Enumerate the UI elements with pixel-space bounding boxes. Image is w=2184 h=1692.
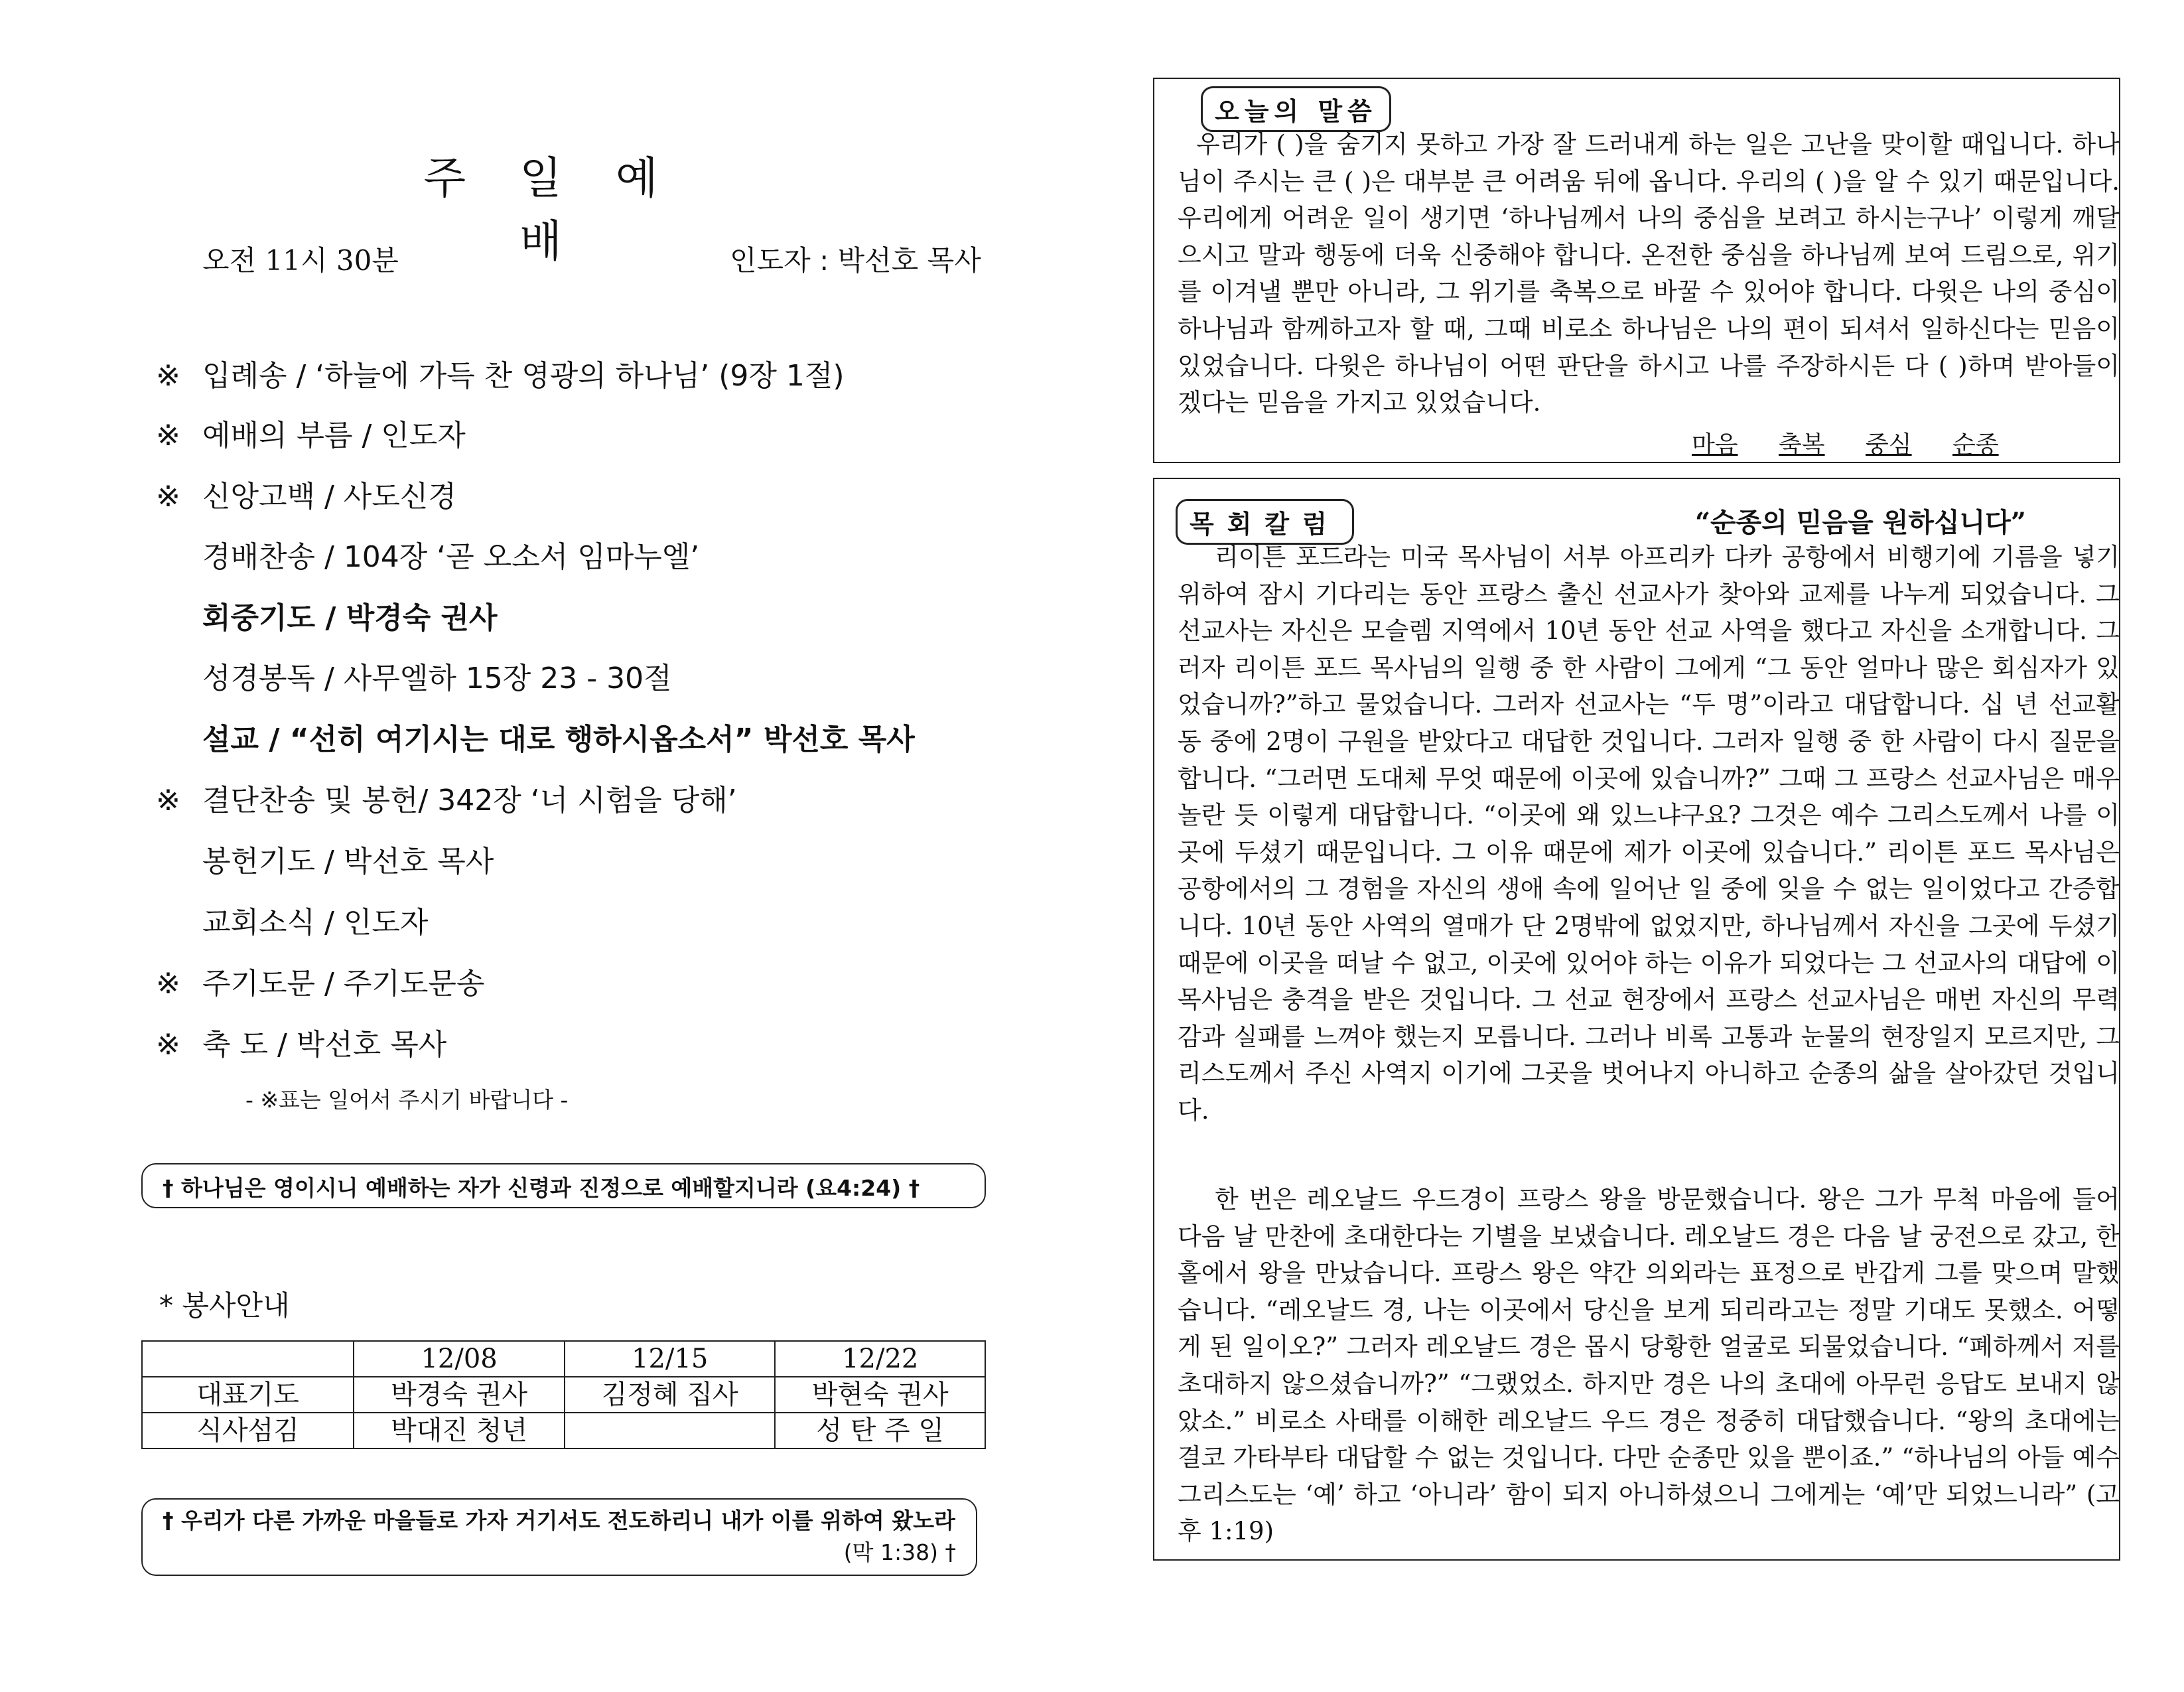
service-time: 오전 11시 30분 (202, 244, 399, 277)
column-paragraph: 한 번은 레오날드 우드경이 프랑스 왕을 방문했습니다. 왕은 그가 무척 마음에 들어 다음 날 만찬에 초대한다는 기별을 보냈습니다. 레오날드 경은 다음 날 궁전으로 갔고, 한 홀에서 왕을 만났습니다. 프랑스 왕은 약간 의외라는 표정으로 반갑게 그를 맞으며 말했습니다. “레오날드 경, 나는 이곳에서 당신을 보게 되리라고는 정말 기대도 못했소. 어떻게 된 일이오?” 그러자 레오날드 경은 몹시 당황한 얼굴로 되물었습니다. “폐하께서 저를 초대하지 않으셨습니까?” “그랬었소. 하지만 경은 나의 초대에 아무런 응답도 보내지 않았소.” 비로소 사태를 이해한 레오날드 우드 경은 정중히 대답했습니다. “왕의 초대에는 결코 가타부타 대답할 수 없는 것입니다. 다만 순종만 있을 뿐이죠.” “하나님의 아들 예수 그리스도는 ‘예’ 하고 ‘아니라’ 함이 되지 아니하셨으니 그에게는 ‘예’만 되었느니라” (고후 1:19) (1178, 1185, 2120, 1546)
order-text: 성경봉독 / 사무엘하 15장 23 - 30절 (202, 662, 672, 695)
answer-item: 순종 (1952, 431, 1999, 458)
service-schedule-table (141, 1340, 986, 1449)
order-mark: ※ (156, 359, 180, 393)
answer-list (1692, 426, 2032, 460)
table-cell: 김정혜 집사 (565, 1377, 776, 1413)
order-item (156, 898, 428, 941)
order-text: 경배찬송 / 104장 ‘곧 오소서 임마누엘’ (202, 540, 700, 574)
table-cell: 박현숙 권사 (775, 1377, 985, 1413)
table-header-cell: 12/08 (354, 1341, 565, 1377)
order-item (156, 1021, 446, 1063)
order-item (156, 654, 672, 697)
order-mark: ※ (156, 1028, 180, 1062)
order-mark: ※ (156, 967, 180, 1001)
service-guide-title: * 봉사안내 (159, 1289, 290, 1322)
page-title: 주 일 예 배 (423, 153, 678, 267)
answer-item: 축복 (1779, 431, 1825, 458)
order-text: 축 도 / 박선호 목사 (202, 1028, 447, 1062)
table-header-cell: 12/15 (565, 1341, 776, 1377)
table-cell: 식사섬김 (142, 1413, 354, 1448)
table-cell (565, 1413, 776, 1448)
column-title: “순종의 믿음을 원하십니다” (1695, 507, 2026, 538)
order-mark: ※ (156, 480, 180, 514)
table-header-row (142, 1341, 985, 1377)
stand-note: - ※표는 일어서 주시기 바랍니다 - (245, 1087, 569, 1113)
order-mark: ※ (156, 419, 180, 453)
table-header-cell (142, 1341, 354, 1377)
service-leader: 인도자 : 박선호 목사 (730, 244, 981, 277)
order-text: 예배의 부름 / 인도자 (202, 419, 466, 453)
order-item-sermon (156, 715, 915, 758)
column-paragraph: 리이튼 포드라는 미국 목사님이 서부 아프리카 다카 공항에서 비행기에 기름을 넣기 위하여 잠시 기다리는 동안 프랑스 출신 선교사가 찾아와 교제를 나누게 되었습니다. 그 선교사는 자신은 모슬렘 지역에서 10년 동안 선교 사역을 했다고 자신을 소개합니다. 그러자 리이튼 포드 목사님의 일행 중 한 사람이 그에게 “그 동안 얼마나 많은 회심자가 있었습니까?”하고 물었습니다. 그러자 선교사는 “두 명”이라고 대답합니다. 십 년 선교활동 중에 2명이 구원을 받았다고 대답한 것입니다. 그러자 일행 중 한 사람이 다시 질문을 합니다. “그러면 도대체 무엇 때문에 이곳에 있습니까?” 그때 그 프랑스 선교사님은 매우 놀란 듯 이렇게 대답합니다. “이곳에 왜 있느냐구요? 그것은 예수 그리스도께서 나를 이곳에 두셨기 때문입니다. 그 이유 때문에 제가 이곳에 있습니다.” 리이튼 포드 목사님은 공항에서의 그 경험을 자신의 생애 속에 일어난 일 중에 잊을 수 없는 일이었다고 간증합니다. 10년 동안 사역의 열매가 단 2명밖에 없었지만, 하나님께서 자신을 그곳에 두셨기 때문에 이곳을 떠날 수 없고, 이곳에 있어야 하는 이유가 되었다는 그 선교사의 대답에 이 목사님은 충격을 받은 것입니다. 그 선교 현장에서 프랑스 선교사님은 매번 자신의 무력감과 실패를 느껴야 했는지 모릅니다. 그러나 비록 고통과 눈물의 현장일지 모르지만, 그리스도께서 주신 사역지 이기에 그곳을 벗어나지 아니하고 순종의 삶을 살아갔던 것입니다. (1178, 543, 2120, 1125)
verse-reference: (막 1:38) † (843, 1539, 956, 1565)
order-item (156, 472, 456, 515)
order-text: 입례송 / ‘하늘에 가득 찬 영광의 하나님’ (9장 1절) (202, 359, 845, 393)
order-text: 교회소식 / 인도자 (202, 906, 429, 940)
pastor-column-label: 목회칼럼 (1176, 499, 1354, 545)
order-item (156, 411, 466, 454)
verse-box-mark (141, 1498, 977, 1576)
order-mark: ※ (156, 784, 180, 817)
order-item (156, 837, 494, 880)
order-text: 봉헌기도 / 박선호 목사 (202, 845, 494, 879)
order-item (156, 594, 498, 636)
order-text: 신앙고백 / 사도신경 (202, 480, 456, 514)
order-item (156, 776, 737, 819)
table-row (142, 1377, 985, 1413)
order-text: 회중기도 / 박경숙 권사 (202, 601, 498, 635)
order-text: 결단찬송 및 봉헌/ 342장 ‘너 시험을 당해’ (202, 784, 737, 817)
table-cell: 성 탄 주 일 (775, 1413, 985, 1448)
table-header-cell: 12/22 (775, 1341, 985, 1377)
order-item (156, 533, 699, 575)
order-text: 설교 / “선히 여기시는 대로 행하시옵소서” 박선호 목사 (202, 723, 915, 756)
table-cell: 박경숙 권사 (354, 1377, 565, 1413)
todays-word-label: 오늘의 말씀 (1201, 86, 1391, 132)
order-item (156, 352, 845, 394)
order-text: 주기도문 / 주기도문송 (202, 967, 485, 1001)
table-cell: 대표기도 (142, 1377, 354, 1413)
answer-item: 중심 (1866, 431, 1912, 458)
answer-item: 마음 (1692, 431, 1738, 458)
verse-box-john: † 하나님은 영이시니 예배하는 자가 신령과 진정으로 예배할지니라 (요4:24) † (141, 1163, 986, 1208)
todays-word-text: 우리가 ( )을 숨기지 못하고 가장 잘 드러내게 하는 일은 고난을 맞이할 때입니다. 하나님이 주시는 큰 ( )은 대부분 큰 어려움 뒤에 옵니다. 우리의 ( )을 알 수 있기 때문입니다. 우리에게 어려운 일이 생기면 ‘하나님께서 나의 중심을 보려고 하시는구나’ 이렇게 깨달으시고 말과 행동에 더욱 신중해야 합니다. 온전한 중심을 하나님께 보여 드림으로, 위기를 이겨낼 뿐만 아니라, 그 위기를 축복으로 바꿀 수 있어야 합니다. 다윗은 나의 중심이 하나님과 함께하고자 할 때, 그때 비로소 하나님은 나의 편이 되셔서 일하신다는 믿음이 있었습니다. 다윗은 하나님이 어떤 판단을 하시고 나를 주장하시든 다 ( )하며 받아들이겠다는 믿음을 가지고 있었습니다. (1178, 130, 2120, 417)
table-cell: 박대진 청년 (354, 1413, 565, 1448)
order-item (156, 959, 484, 1002)
verse-text: † 우리가 다른 가까운 마을들로 가자 거기서도 전도하리니 내가 이를 위하여 왔노라 (163, 1508, 955, 1533)
table-row (142, 1413, 985, 1448)
